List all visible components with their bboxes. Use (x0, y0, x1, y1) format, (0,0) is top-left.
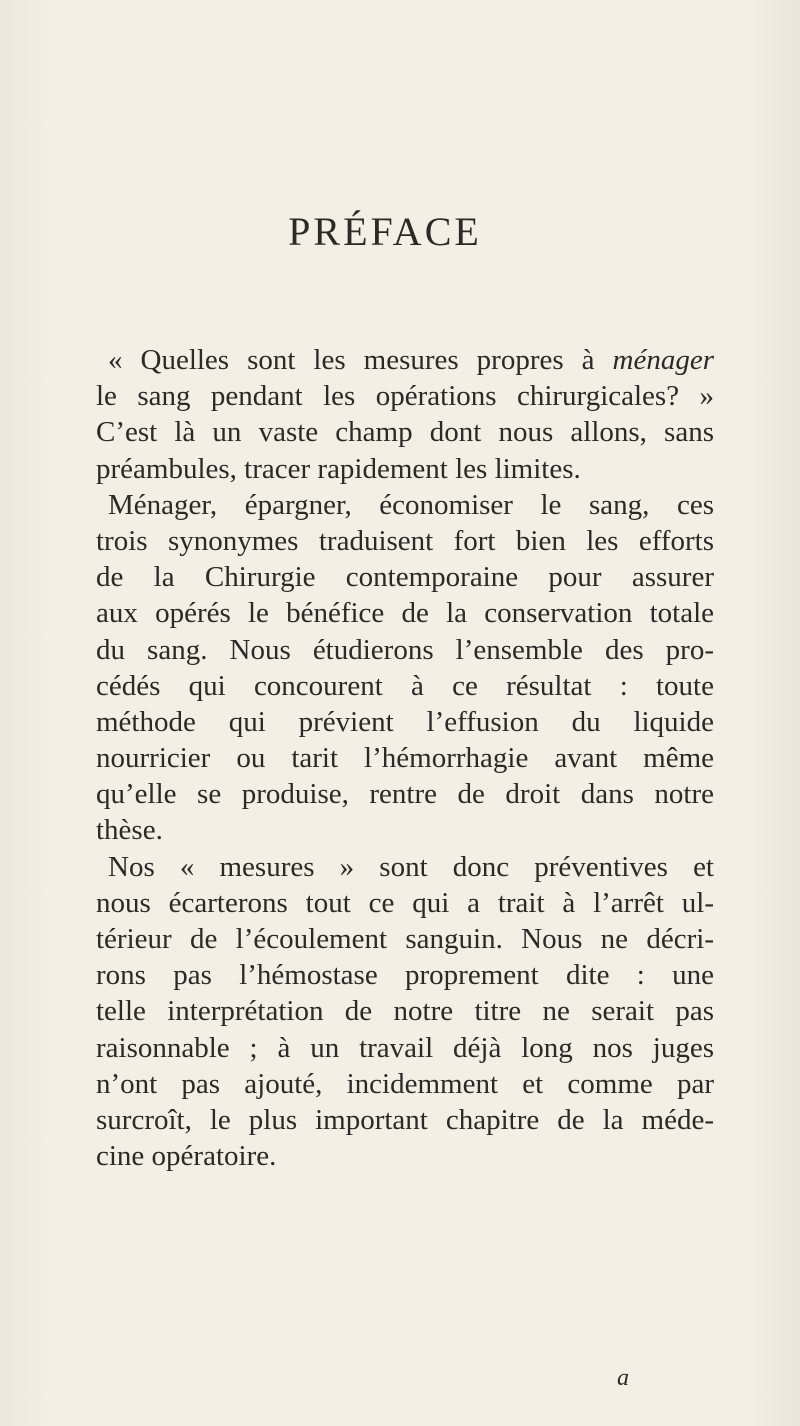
emphasis-word: ménager (612, 344, 714, 376)
text-line: le sang pendant les opérations chirurgicales? » (96, 380, 714, 413)
text-line: rons pas l’hémostase proprement dite : une (96, 959, 714, 992)
text-line: Ménager, épargner, économiser le sang, ces (108, 488, 714, 521)
text-line: préambules, tracer rapidement les limites. (96, 452, 581, 485)
text-line: térieur de l’écoulement sanguin. Nous ne décri- (96, 923, 714, 955)
text-line: méthode qui prévient l’effusion du liquide (96, 705, 714, 738)
page-signature: a (617, 1365, 629, 1391)
text-line: raisonnable ; à un travail déjà long nos juges (96, 1031, 714, 1064)
text-line: qu’elle se produise, rentre de droit dans notre (96, 778, 714, 811)
text-line: cine opératoire. (96, 1140, 277, 1173)
text-line: trois synonymes traduisent fort bien les efforts (96, 524, 714, 557)
text-line: thèse. (96, 814, 163, 847)
text-line: du sang. Nous étudierons l’ensemble des pro- (96, 633, 714, 666)
text-line: cédés qui concourent à ce résultat : toute (96, 669, 714, 702)
page-title: PRÉFACE (288, 209, 482, 254)
text-line: de la Chirurgie contemporaine pour assurer (96, 561, 714, 594)
text-line: Nos « mesures » sont donc préventives et (108, 850, 714, 883)
text-line: surcroît, le plus important chapitre de la méde- (96, 1103, 714, 1136)
text-line: nous écarterons tout ce qui a trait à l’arrêt ul- (96, 886, 714, 919)
preface-body (96, 342, 714, 1174)
text-line (96, 342, 714, 378)
text-line: C’est là un vaste champ dont nous allons, sans (96, 416, 714, 449)
text-line-content: « Quelles sont les mesures propres à (108, 344, 613, 376)
text-line: telle interprétation de notre titre ne serait pas (96, 995, 714, 1028)
text-line: nourricier ou tarit l’hémorrhagie avant même (96, 742, 714, 775)
text-line: n’ont pas ajouté, incidemment et comme par (96, 1067, 714, 1100)
text-line: aux opérés le bénéfice de la conservation totale (96, 597, 714, 630)
